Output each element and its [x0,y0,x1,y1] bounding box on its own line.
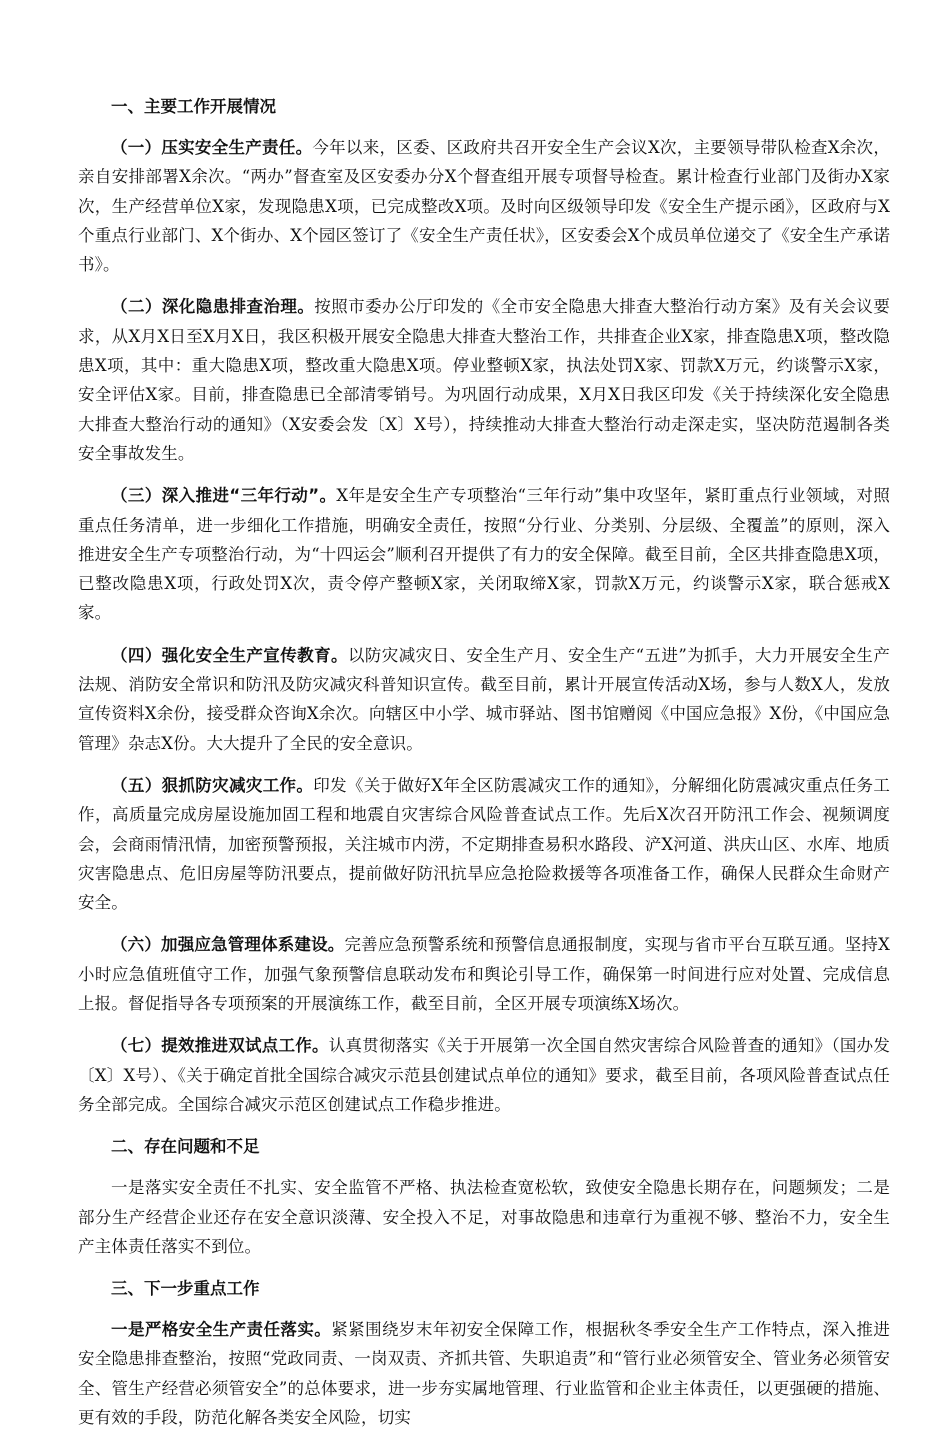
paragraph-lead: （三）深入推进“三年行动”。 [111,486,337,506]
paragraph [78,481,890,627]
paragraph-body: 以防灾减灾日、安全生产月、安全生产“五进”为抓手，大力开展安全生产法规、消防安全常识和防汛及防灾减灾科普知识宣传。截至目前，累计开展宣传活动X场，参与人数X人，发放宣传资料X余份，接受群众咨询X余次。向辖区中小学、城市驿站、图书馆赠阅《中国应急报》X份，《中国应急管理》杂志X份。大大提升了全民的安全意识。 [78,645,890,753]
section-heading: 一、主要工作开展情况 [111,97,276,116]
paragraph-body: 一是落实安全责任不扎实、安全监管不严格、执法检查宽松软，致使安全隐患长期存在，问题频发；二是部分生产经营企业还存在安全意识淡薄、安全投入不足，对事故隐患和违章行为重视不够、整治不力，安全生产主体责任落实不到位。 [78,1178,890,1256]
document-page [78,92,890,1445]
paragraph-lead: （五）狠抓防灾减灾工作。 [111,775,314,795]
paragraph [78,1173,890,1261]
paragraph-body: 紧紧围绕岁末年初安全保障工作，根据秋冬季安全生产工作特点，深入推进安全隐患排查整治，按照“党政同责、一岗双责、齐抓共管、失职追责”和“管行业必须管安全、管业务必须管安全、管生产经营必须管安全”的总体要求，进一步夯实属地管理、行业监管和企业主体责任，以更强硬的措施、更有效的手段，防范化解各类安全风险，切实 [78,1320,890,1427]
paragraph [78,771,890,917]
paragraph-body: X年是安全生产专项整治“三年行动”集中攻坚年，紧盯重点行业领域，对照重点任务清单，进一步细化工作措施，明确安全责任，按照“分行业、分类别、分层级、全覆盖”的原则，深入推进安全生产专项整治行动，为“十四运会”顺利召开提供了有力的安全保障。截至目前，全区共排查隐患X项，已整改隐患X项，行政处罚X次，责令停产整顿X家，关闭取缔X家，罚款X万元，约谈警示X家，联合惩戒X家。 [78,486,890,623]
paragraph [78,1031,890,1119]
paragraph [78,641,890,758]
paragraph-lead: 一是严格安全生产责任落实。 [111,1320,332,1340]
paragraph-lead: （七）提效推进双试点工作。 [111,1036,329,1056]
paragraph-lead: （二）深化隐患排查治理。 [111,297,315,317]
paragraph-lead: （一）压实安全生产责任。 [111,138,313,157]
paragraph-body: 印发《关于做好X年全区防震减灾工作的通知》，分解细化防震减灾重点任务工作，高质量完成房屋设施加固工程和地震自灾害综合风险普查试点工作。先后X次召开防汛工作会、视频调度会，会商雨情汛情，加密预警预报，关注城市内涝，不定期排查易积水路段、浐X河道、洪庆山区、水库、地质灾害隐患点、危旧房屋等防汛要点，提前做好防汛抗旱应急抢险救援等各项准备工作，确保人民群众生命财产安全。 [78,775,890,913]
paragraph-body: 认真贯彻落实《关于开展第一次全国自然灾害综合风险普查的通知》（国办发〔X〕X号）、《关于确定首批全国综合减灾示范县创建试点单位的通知》要求，截至目前，各项风险普查试点任务全部完成。全国综合减灾示范区创建试点工作稳步推进。 [78,1036,890,1114]
paragraph [78,292,890,468]
paragraph [78,1315,890,1432]
section-heading: 三、下一步重点工作 [111,1279,260,1299]
paragraph [78,930,890,1018]
paragraph [78,133,890,279]
paragraph-body: 今年以来，区委、区政府共召开安全生产会议X次，主要领导带队检查X余次，亲自安排部署X余次。“两办”督查室及区安委办分X个督查组开展专项督导检查。累计检查行业部门及街办X家次，生产经营单位X家，发现隐患X项，已完成整改X项。及时向区级领导印发《安全生产提示函》，区政府与X个重点行业部门、X个街办、X个园区签订了《安全生产责任状》，区安委会X个成员单位递交了《安全生产承诺书》。 [78,138,890,275]
paragraph-body: 完善应急预警系统和预警信息通报制度，实现与省市平台互联互通。坚持X小时应急值班值守工作，加强气象预警信息联动发布和舆论引导工作，确保第一时间进行应对处置、完成信息上报。督促指导各专项预案的开展演练工作，截至目前，全区开展专项演练X场次。 [78,935,890,1014]
paragraph-body: 按照市委办公厅印发的《全市安全隐患大排查大整治行动方案》及有关会议要求，从X月X日至X月X日，我区积极开展安全隐患大排查大整治工作，共排查企业X家，排查隐患X项，整改隐患X项，其中：重大隐患X项，整改重大隐患X项。停业整顿X家，执法处罚X家、罚款X万元，约谈警示X家，安全评估X家。目前，排查隐患已全部清零销号。为巩固行动成果，X月X日我区印发《关于持续深化安全隐患大排查大整治行动的通知》（X安委会发〔X〕X号），持续推动大排查大整治行动走深走实，坚决防范遏制各类安全事故发生。 [78,297,890,463]
section-heading: 二、存在问题和不足 [111,1137,260,1157]
paragraph-lead: （四）强化安全生产宣传教育。 [111,645,348,665]
paragraph-lead: （六）加强应急管理体系建设。 [111,935,345,955]
